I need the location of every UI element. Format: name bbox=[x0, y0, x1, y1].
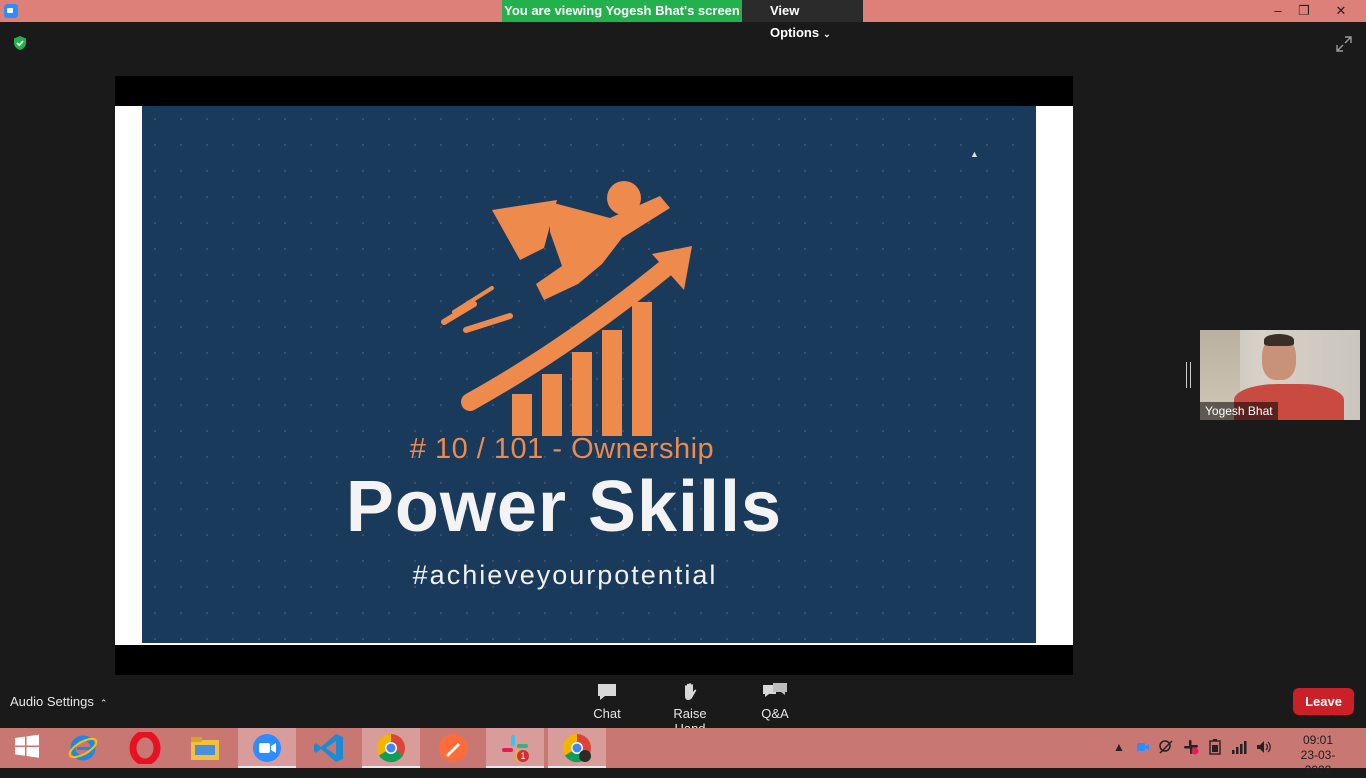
file-explorer-icon bbox=[189, 732, 221, 764]
internet-explorer-icon bbox=[67, 732, 99, 764]
slide-subtitle: # 10 / 101 - Ownership bbox=[409, 433, 715, 465]
zoom-icon bbox=[251, 732, 283, 764]
opera-icon bbox=[129, 732, 161, 764]
start-button[interactable] bbox=[0, 728, 58, 768]
taskbar-opera[interactable] bbox=[116, 728, 174, 768]
slide-title: Power Skills bbox=[345, 467, 783, 547]
wifi-signal-icon[interactable] bbox=[1232, 740, 1248, 754]
taskbar-slack[interactable] bbox=[486, 728, 544, 768]
shield-icon[interactable] bbox=[12, 35, 28, 51]
qa-button[interactable] bbox=[760, 682, 790, 724]
restore-button[interactable]: ❐ bbox=[1298, 3, 1310, 18]
network-warning-icon[interactable] bbox=[1158, 739, 1174, 755]
qa-label: Q&A bbox=[761, 706, 789, 721]
audio-settings-label: Audio Settings bbox=[10, 694, 94, 709]
chat-icon bbox=[596, 682, 618, 702]
battery-icon[interactable] bbox=[1208, 739, 1222, 755]
leave-button[interactable]: Leave bbox=[1293, 688, 1354, 715]
zoom-app-icon bbox=[4, 4, 18, 18]
volume-icon[interactable] bbox=[1256, 740, 1272, 754]
superhero-growth-chart-icon bbox=[432, 172, 702, 436]
slack-notification-badge: 1 bbox=[517, 750, 529, 762]
show-hidden-icons-chevron-icon[interactable]: ▲ bbox=[1113, 740, 1125, 754]
taskbar-chrome[interactable] bbox=[362, 728, 420, 768]
chat-label: Chat bbox=[593, 706, 621, 721]
chevron-down-icon: ⌄ bbox=[823, 29, 831, 39]
close-button[interactable]: ✕ bbox=[1335, 3, 1347, 18]
presentation-slide bbox=[142, 106, 1036, 643]
taskbar-clock[interactable] bbox=[1288, 733, 1348, 778]
taskbar-file-explorer[interactable] bbox=[176, 728, 234, 768]
hand-icon bbox=[680, 682, 700, 702]
vscode-icon bbox=[313, 732, 345, 764]
participant-hair bbox=[1264, 334, 1294, 346]
cursor-icon: ▲ bbox=[970, 149, 979, 159]
zoom-tray-icon[interactable] bbox=[1136, 740, 1150, 754]
slack-tray-icon[interactable] bbox=[1183, 739, 1199, 755]
view-options-button[interactable] bbox=[742, 0, 863, 40]
audio-settings-button[interactable] bbox=[10, 694, 107, 709]
chrome-icon bbox=[375, 732, 407, 764]
slide-tagline: #achieveyourpotential bbox=[412, 560, 718, 590]
taskbar-vscode[interactable] bbox=[300, 728, 358, 768]
qa-icon bbox=[762, 682, 788, 702]
panel-resize-handle[interactable] bbox=[1186, 362, 1191, 388]
start-icon bbox=[13, 732, 41, 760]
clock-date: 23-03-2022 bbox=[1300, 748, 1336, 777]
taskbar-internet-explorer[interactable] bbox=[54, 728, 112, 768]
taskbar-postman[interactable] bbox=[424, 728, 482, 768]
view-options-label: View Options bbox=[770, 3, 820, 40]
chat-button[interactable] bbox=[590, 682, 624, 724]
minimize-button[interactable]: – bbox=[1274, 3, 1282, 18]
participant-name: Yogesh Bhat bbox=[1200, 402, 1278, 420]
raise-hand-button[interactable] bbox=[658, 682, 722, 724]
title-bar bbox=[0, 0, 1366, 40]
postman-icon bbox=[437, 732, 469, 764]
chevron-up-icon: ⌃ bbox=[99, 698, 108, 708]
taskbar-chrome-profile[interactable] bbox=[548, 728, 606, 768]
raise-hand-label: Raise bbox=[673, 706, 707, 721]
participant-video[interactable] bbox=[1200, 330, 1360, 420]
chrome-profile-icon bbox=[561, 732, 593, 764]
clock-time: 09:01 bbox=[1302, 733, 1334, 747]
shared-screen bbox=[115, 76, 1073, 675]
taskbar-zoom[interactable] bbox=[238, 728, 296, 768]
viewing-banner: You are viewing Yogesh Bhat's screen bbox=[502, 0, 742, 22]
windows-taskbar bbox=[0, 728, 1366, 777]
fullscreen-icon[interactable] bbox=[1335, 35, 1353, 53]
